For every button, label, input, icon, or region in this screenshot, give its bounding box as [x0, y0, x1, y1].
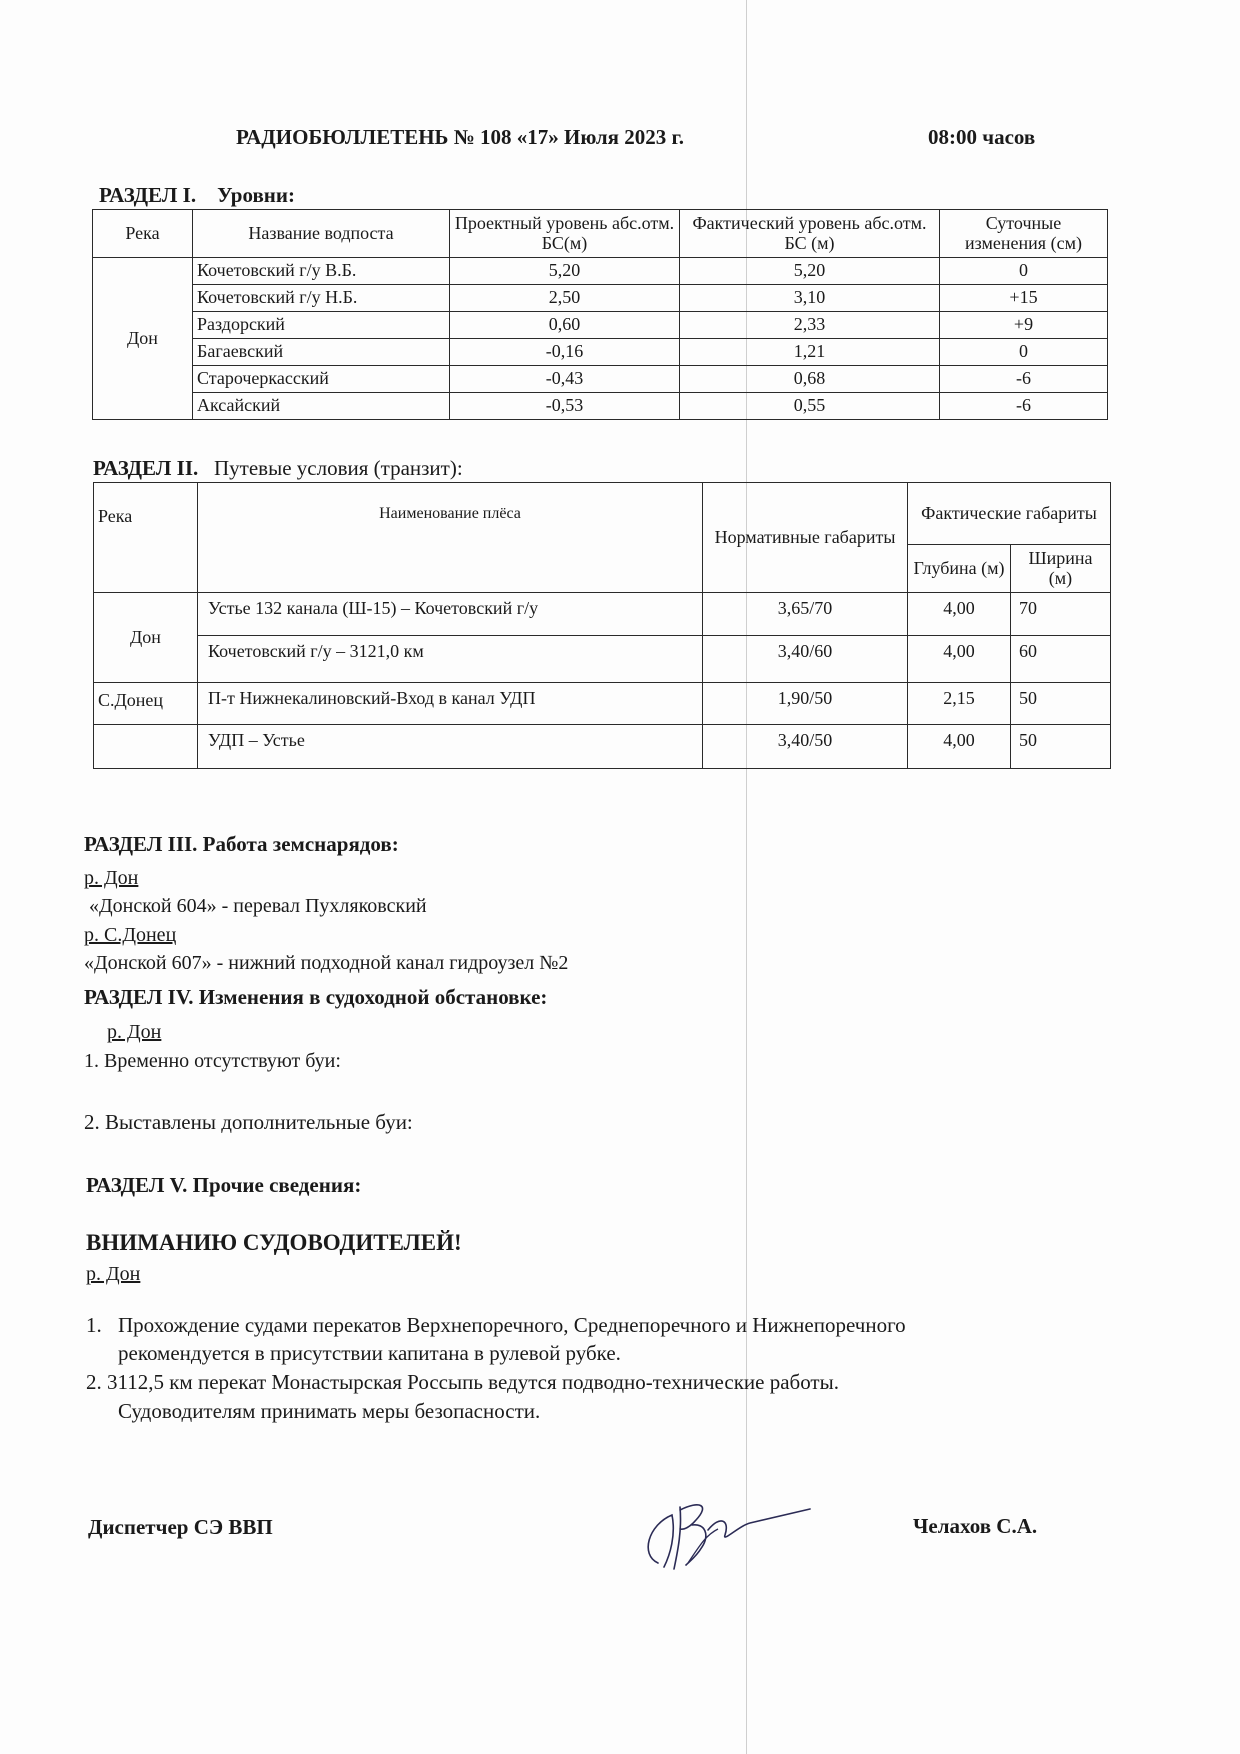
depth-cell: 4,00	[908, 593, 1011, 636]
actual-cell: 3,10	[680, 285, 940, 312]
col-post: Название водпоста	[193, 210, 450, 258]
col-design-level: Проектный уровень абс.отм. БС(м)	[450, 210, 680, 258]
col-river: Река	[94, 483, 198, 593]
depth-cell: 4,00	[908, 725, 1011, 769]
change-cell: +9	[940, 312, 1108, 339]
col-reach: Наименование плёса	[198, 483, 703, 593]
reach-cell: Устье 132 канала (Ш-15) – Кочетовский г/у	[198, 593, 703, 636]
post-cell: Аксайский	[193, 393, 450, 420]
post-cell: Багаевский	[193, 339, 450, 366]
design-cell: 2,50	[450, 285, 680, 312]
design-cell: -0,16	[450, 339, 680, 366]
table-row	[94, 725, 1111, 769]
river-cell: С.Донец	[94, 683, 198, 725]
table-row	[94, 683, 1111, 725]
table-row	[93, 366, 1108, 393]
actual-cell: 0,55	[680, 393, 940, 420]
attention-item-2-line-1: 2. 3112,5 км перекат Монастырская Россыпь ведутся подводно-технические работы.	[86, 1370, 839, 1394]
actual-cell: 0,68	[680, 366, 940, 393]
section4-title-text: РАЗДЕЛ IV. Изменения в судоходной обстановке:	[84, 985, 548, 1009]
section3-title	[84, 832, 399, 857]
table-row	[93, 258, 1108, 285]
width-cell: 70	[1011, 593, 1111, 636]
col-actual-level: Фактический уровень абс.отм. БС (м)	[680, 210, 940, 258]
river-cell: Дон	[93, 258, 193, 420]
change-cell: -6	[940, 366, 1108, 393]
section4-river: р. Дон	[107, 1021, 162, 1043]
attention-item-1-line-1: Прохождение судами перекатов Верхнепоречного, Среднепоречного и Нижнепоречного	[118, 1313, 906, 1337]
section4-item-2: 2. Выставлены дополнительные буи:	[84, 1110, 413, 1134]
change-cell: 0	[940, 339, 1108, 366]
design-cell: -0,43	[450, 366, 680, 393]
col-river: Река	[93, 210, 193, 258]
river-cell: Дон	[94, 593, 198, 683]
post-cell: Раздорский	[193, 312, 450, 339]
table-row	[94, 636, 1111, 683]
actual-cell: 2,33	[680, 312, 940, 339]
section3-dredger-2: «Донской 607» - нижний подходной канал гидроузел №2	[84, 952, 569, 974]
design-cell: 5,20	[450, 258, 680, 285]
section4-item-1: 1. Временно отсутствуют буи:	[84, 1050, 341, 1072]
section2-subtitle: Путевые условия (транзит):	[214, 456, 463, 480]
section5-title	[86, 1173, 361, 1198]
width-cell: 60	[1011, 636, 1111, 683]
dispatcher-name: Челахов С.А.	[913, 1514, 1038, 1538]
levels-header-row	[93, 210, 1108, 258]
col-actual-dims: Фактические габариты	[908, 483, 1111, 545]
width-cell: 50	[1011, 725, 1111, 769]
normative-cell: 3,40/60	[703, 636, 908, 683]
transit-table	[93, 482, 1111, 769]
reach-cell: Кочетовский г/у – 3121,0 км	[198, 636, 703, 683]
table-row	[93, 339, 1108, 366]
col-normative: Нормативные габариты	[703, 483, 908, 593]
col-daily-change: Суточные изменения (см)	[940, 210, 1108, 258]
table-row	[93, 285, 1108, 312]
transit-header-row	[94, 483, 1111, 545]
post-cell: Кочетовский г/у Н.Б.	[193, 285, 450, 312]
col-depth: Глубина (м)	[908, 545, 1011, 593]
post-cell: Старочеркасский	[193, 366, 450, 393]
section4-title	[84, 985, 547, 1010]
depth-cell: 2,15	[908, 683, 1011, 725]
attention-item-2-line-2: Судоводителям принимать меры безопасности.	[118, 1399, 541, 1423]
actual-cell: 1,21	[680, 339, 940, 366]
bulletin-time: 08:00 часов	[928, 125, 1036, 149]
table-row	[93, 393, 1108, 420]
reach-cell: УДП – Устье	[198, 725, 703, 769]
river-cell-empty	[94, 725, 198, 769]
normative-cell: 3,40/50	[703, 725, 908, 769]
depth-cell: 4,00	[908, 636, 1011, 683]
attention-item-1-num: 1.	[86, 1313, 102, 1337]
section1-title: РАЗДЕЛ I.	[99, 183, 197, 207]
table-row	[94, 593, 1111, 636]
change-cell: 0	[940, 258, 1108, 285]
attention-item-1-line-2: рекомендуется в присутствии капитана в рулевой рубке.	[118, 1341, 621, 1365]
actual-cell: 5,20	[680, 258, 940, 285]
normative-cell: 1,90/50	[703, 683, 908, 725]
section3-river-2: р. С.Донец	[84, 924, 177, 946]
col-width: Ширина (м)	[1011, 545, 1111, 593]
attention-title: ВНИМАНИЮ СУДОВОДИТЕЛЕЙ!	[86, 1230, 462, 1255]
normative-cell: 3,65/70	[703, 593, 908, 636]
levels-table	[92, 209, 1108, 420]
section3-title-text: РАЗДЕЛ III. Работа земснарядов:	[84, 832, 399, 856]
section5-title-text: РАЗДЕЛ V. Прочие сведения:	[86, 1173, 362, 1197]
handwritten-signature	[630, 1485, 820, 1575]
post-cell: Кочетовский г/у В.Б.	[193, 258, 450, 285]
section1-subtitle: Уровни:	[217, 183, 295, 207]
design-cell: -0,53	[450, 393, 680, 420]
section1-heading	[99, 183, 295, 208]
change-cell: +15	[940, 285, 1108, 312]
section2-heading	[93, 456, 463, 481]
reach-cell: П-т Нижнекалиновский-Вход в канал УДП	[198, 683, 703, 725]
section3-river-1: р. Дон	[84, 867, 139, 889]
dispatcher-position: Диспетчер СЭ ВВП	[88, 1515, 273, 1539]
width-cell: 50	[1011, 683, 1111, 725]
bulletin-title: РАДИОБЮЛЛЕТЕНЬ № 108 «17» Июля 2023 г.	[236, 125, 684, 149]
design-cell: 0,60	[450, 312, 680, 339]
section2-title: РАЗДЕЛ II.	[93, 456, 199, 480]
section3-dredger-1: «Донской 604» - перевал Пухляковский	[84, 895, 427, 917]
change-cell: -6	[940, 393, 1108, 420]
attention-river: р. Дон	[86, 1263, 141, 1285]
table-row	[93, 312, 1108, 339]
